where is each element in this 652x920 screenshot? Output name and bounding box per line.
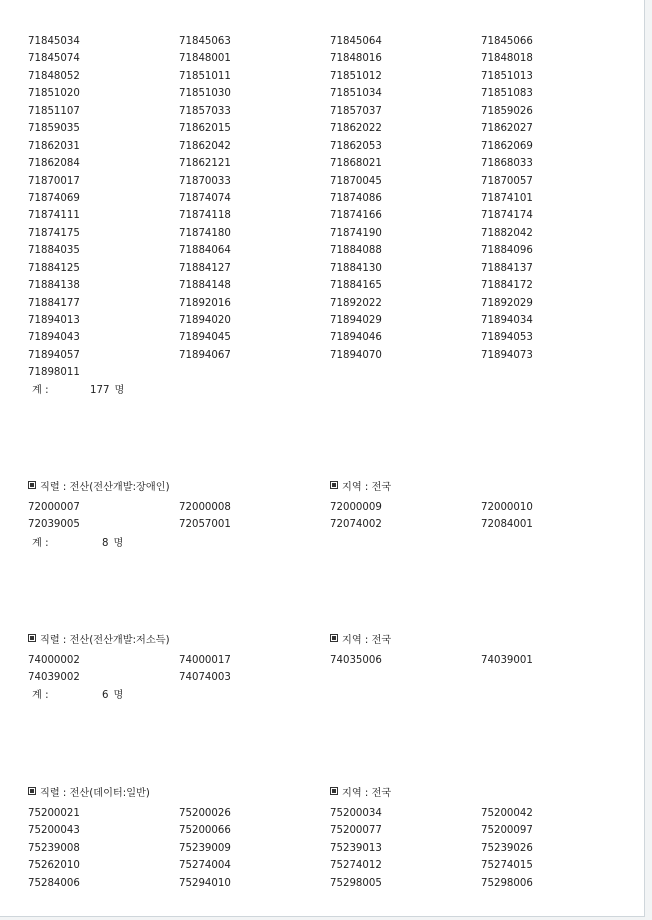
square-bullet-icon xyxy=(28,481,36,489)
id-entry: 75200021 xyxy=(28,808,80,819)
job-category-header xyxy=(28,634,170,648)
id-entry: 71868021 xyxy=(330,158,382,170)
id-entry: 71894070 xyxy=(330,349,382,361)
id-entry: 71884088 xyxy=(330,245,382,257)
id-entry: 71894073 xyxy=(481,349,533,361)
id-entry: 71884137 xyxy=(481,262,533,274)
square-bullet-icon xyxy=(28,787,36,795)
id-entry: 71874111 xyxy=(28,210,80,222)
id-entry: 72000009 xyxy=(330,502,382,513)
id-entry: 72000007 xyxy=(28,502,80,513)
id-entry: 71851030 xyxy=(179,88,231,100)
id-entry: 71845034 xyxy=(28,36,80,47)
total-unit: 명 xyxy=(113,690,124,701)
id-entry: 74000002 xyxy=(28,655,80,666)
id-entry: 74074003 xyxy=(179,672,231,684)
id-entry: 71848001 xyxy=(179,53,231,65)
id-entry: 71892022 xyxy=(330,297,382,309)
id-entry: 71868033 xyxy=(481,158,533,170)
id-entry: 71894034 xyxy=(481,315,533,326)
id-entry: 72039005 xyxy=(28,519,80,531)
id-entry: 71857033 xyxy=(179,105,231,117)
id-entry: 75200034 xyxy=(330,808,382,819)
total-section-3 xyxy=(32,689,123,703)
id-entry: 72084001 xyxy=(481,519,533,531)
total-unit: 명 xyxy=(113,538,124,549)
id-entry: 71898011 xyxy=(28,367,80,379)
id-entry: 74039001 xyxy=(481,655,533,666)
id-entry: 71862121 xyxy=(179,158,231,170)
id-entry: 71874175 xyxy=(28,227,80,239)
id-entry: 71892029 xyxy=(481,297,533,309)
id-entry: 71851012 xyxy=(330,70,382,82)
id-list-section-4 xyxy=(28,805,632,892)
id-entry: 71894029 xyxy=(330,315,382,326)
region-label: 지역 : 전국 xyxy=(342,482,392,493)
id-entry: 75200043 xyxy=(28,825,80,837)
id-entry: 75200066 xyxy=(179,825,231,837)
id-entry: 71874174 xyxy=(481,210,533,222)
region-label: 지역 : 전국 xyxy=(342,788,392,799)
id-entry: 71862069 xyxy=(481,140,533,152)
id-entry: 71862015 xyxy=(179,123,231,135)
id-entry: 75239008 xyxy=(28,842,80,854)
total-label: 계 : xyxy=(32,385,49,396)
id-entry: 75200042 xyxy=(481,808,533,819)
id-entry: 71894043 xyxy=(28,332,80,344)
id-entry: 75284006 xyxy=(28,877,80,889)
id-entry: 75239026 xyxy=(481,842,533,854)
id-entry: 72057001 xyxy=(179,519,231,531)
id-entry: 71884064 xyxy=(179,245,231,257)
id-entry: 71882042 xyxy=(481,227,533,239)
total-count: 8 xyxy=(102,538,109,549)
id-entry: 71884127 xyxy=(179,262,231,274)
id-entry: 71870057 xyxy=(481,175,533,187)
id-entry: 71884172 xyxy=(481,280,533,292)
id-entry: 71894046 xyxy=(330,332,382,344)
id-entry: 71874086 xyxy=(330,192,382,204)
id-entry: 71894067 xyxy=(179,349,231,361)
id-entry: 71851107 xyxy=(28,105,80,117)
id-entry: 71851020 xyxy=(28,88,80,100)
id-entry: 71874190 xyxy=(330,227,382,239)
id-entry: 71851011 xyxy=(179,70,231,82)
id-entry: 75274012 xyxy=(330,860,382,872)
id-entry: 75200077 xyxy=(330,825,382,837)
id-entry: 74000017 xyxy=(179,655,231,666)
id-entry: 74039002 xyxy=(28,672,80,684)
id-entry: 71894013 xyxy=(28,315,80,326)
total-label: 계 : xyxy=(32,690,49,701)
id-entry: 71848018 xyxy=(481,53,533,65)
id-entry: 72000010 xyxy=(481,502,533,513)
id-entry: 71845063 xyxy=(179,36,231,47)
total-section-1 xyxy=(32,384,124,398)
id-list-section-2 xyxy=(28,499,632,534)
total-section-2 xyxy=(32,537,123,551)
id-entry: 71851034 xyxy=(330,88,382,100)
id-entry: 71851013 xyxy=(481,70,533,82)
id-entry: 74035006 xyxy=(330,655,382,666)
id-entry: 71874069 xyxy=(28,192,80,204)
id-entry: 71894053 xyxy=(481,332,533,344)
id-entry: 71884096 xyxy=(481,245,533,257)
id-entry: 71862084 xyxy=(28,158,80,170)
id-entry: 71870017 xyxy=(28,175,80,187)
id-entry: 71862053 xyxy=(330,140,382,152)
id-entry: 71874074 xyxy=(179,192,231,204)
square-bullet-icon xyxy=(330,787,338,795)
id-entry: 71862022 xyxy=(330,123,382,135)
region-label: 지역 : 전국 xyxy=(342,635,392,646)
id-entry: 71874101 xyxy=(481,192,533,204)
id-entry: 75200097 xyxy=(481,825,533,837)
id-entry: 71870033 xyxy=(179,175,231,187)
id-entry: 72074002 xyxy=(330,519,382,531)
total-count: 6 xyxy=(102,690,109,701)
id-entry: 71862027 xyxy=(481,123,533,135)
id-entry: 71845064 xyxy=(330,36,382,47)
region-header xyxy=(330,787,391,801)
region-header xyxy=(330,634,391,648)
id-entry: 71894020 xyxy=(179,315,231,326)
id-entry: 71884125 xyxy=(28,262,80,274)
job-category-header xyxy=(28,787,150,801)
id-entry: 71862042 xyxy=(179,140,231,152)
square-bullet-icon xyxy=(330,481,338,489)
id-entry: 75298006 xyxy=(481,877,533,889)
id-entry: 71859035 xyxy=(28,123,80,135)
id-entry: 71884177 xyxy=(28,297,80,309)
id-entry: 71884138 xyxy=(28,280,80,292)
id-entry: 71894057 xyxy=(28,349,80,361)
id-entry: 71859026 xyxy=(481,105,533,117)
square-bullet-icon xyxy=(330,634,338,642)
id-entry: 71874180 xyxy=(179,227,231,239)
total-count: 177 xyxy=(90,385,110,396)
region-header xyxy=(330,481,391,495)
id-entry: 71892016 xyxy=(179,297,231,309)
id-entry: 72000008 xyxy=(179,502,231,513)
job-category-header xyxy=(28,481,170,495)
job-category-label: 직렬 : 전산(데이터:일반) xyxy=(40,788,150,799)
id-entry: 71845066 xyxy=(481,36,533,47)
id-entry: 75200026 xyxy=(179,808,231,819)
id-entry: 71874118 xyxy=(179,210,231,222)
id-entry: 75239013 xyxy=(330,842,382,854)
id-entry: 71848016 xyxy=(330,53,382,65)
id-entry: 71848052 xyxy=(28,70,80,82)
id-entry: 75274004 xyxy=(179,860,231,872)
id-entry: 75294010 xyxy=(179,877,231,889)
id-entry: 71884035 xyxy=(28,245,80,257)
id-entry: 71870045 xyxy=(330,175,382,187)
id-entry: 71874166 xyxy=(330,210,382,222)
id-entry: 75274015 xyxy=(481,860,533,872)
total-unit: 명 xyxy=(114,385,125,396)
id-entry: 71845074 xyxy=(28,53,80,65)
id-entry: 71851083 xyxy=(481,88,533,100)
id-entry: 75298005 xyxy=(330,877,382,889)
id-entry: 71884148 xyxy=(179,280,231,292)
id-entry: 75262010 xyxy=(28,860,80,872)
square-bullet-icon xyxy=(28,634,36,642)
id-list-section-1 xyxy=(28,33,632,382)
id-entry: 71884130 xyxy=(330,262,382,274)
id-entry: 71884165 xyxy=(330,280,382,292)
id-list-section-3 xyxy=(28,652,632,687)
job-category-label: 직렬 : 전산(전산개발:저소득) xyxy=(40,635,170,646)
job-category-label: 직렬 : 전산(전산개발:장애인) xyxy=(40,482,170,493)
id-entry: 71857037 xyxy=(330,105,382,117)
id-entry: 75239009 xyxy=(179,842,231,854)
id-entry: 71894045 xyxy=(179,332,231,344)
id-entry: 71862031 xyxy=(28,140,80,152)
total-label: 계 : xyxy=(32,538,49,549)
